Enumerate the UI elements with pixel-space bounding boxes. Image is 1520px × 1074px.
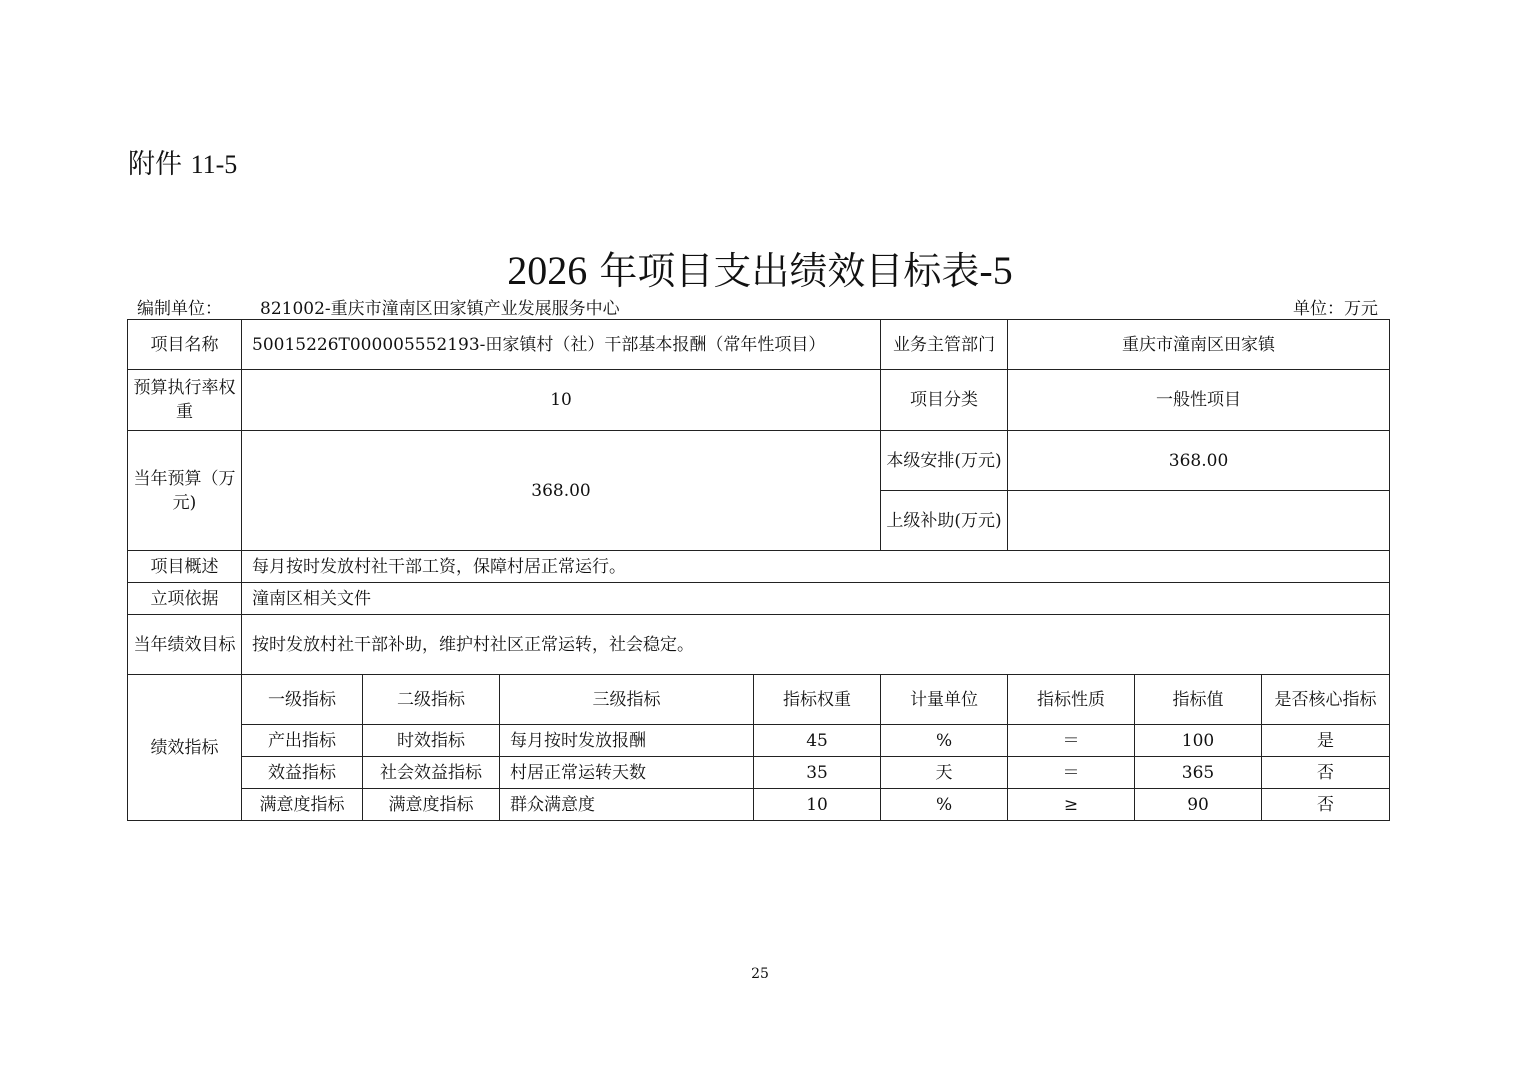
indicator-cell: 45	[754, 725, 881, 757]
indicator-cell: 满意度指标	[363, 789, 500, 821]
table-row	[128, 615, 1390, 675]
indicator-header-row	[128, 675, 1390, 725]
header-cell: 一级指标	[242, 675, 363, 725]
table-row	[128, 583, 1390, 615]
indicators-label: 绩效指标	[128, 675, 242, 821]
overview-value: 每月按时发放村社干部工资，保障村居正常运行。	[242, 551, 1390, 583]
title-suffix: -5	[979, 248, 1013, 293]
performance-table	[127, 319, 1390, 821]
header-cell: 指标性质	[1008, 675, 1135, 725]
indicator-cell: %	[881, 789, 1008, 821]
superior-value	[1008, 491, 1390, 551]
category-value: 一般性项目	[1008, 370, 1390, 431]
compiling-unit	[137, 294, 620, 319]
table-row	[128, 370, 1390, 431]
indicator-cell: 90	[1135, 789, 1262, 821]
superior-label: 上级补助(万元)	[881, 491, 1008, 551]
indicator-row	[128, 789, 1390, 821]
header-cell: 指标权重	[754, 675, 881, 725]
indicator-cell: 100	[1135, 725, 1262, 757]
dept-label: 业务主管部门	[881, 320, 1008, 370]
basis-value: 潼南区相关文件	[242, 583, 1390, 615]
indicator-cell: 每月按时发放报酬	[500, 725, 754, 757]
indicator-cell: ＝	[1008, 725, 1135, 757]
project-name-label: 项目名称	[128, 320, 242, 370]
header-cell: 三级指标	[500, 675, 754, 725]
page-title	[0, 240, 1520, 295]
indicator-cell: %	[881, 725, 1008, 757]
header-cell: 计量单位	[881, 675, 1008, 725]
indicator-cell: 产出指标	[242, 725, 363, 757]
category-label: 项目分类	[881, 370, 1008, 431]
header-cell: 是否核心指标	[1262, 675, 1390, 725]
attachment-label	[128, 142, 237, 181]
overview-label: 项目概述	[128, 551, 242, 583]
table-row	[128, 431, 1390, 491]
indicator-cell: 否	[1262, 757, 1390, 789]
indicator-row	[128, 757, 1390, 789]
budget-label: 当年预算（万元)	[128, 431, 242, 551]
indicator-row	[128, 725, 1390, 757]
table-row	[128, 551, 1390, 583]
indicator-cell: 效益指标	[242, 757, 363, 789]
header-cell: 二级指标	[363, 675, 500, 725]
local-value: 368.00	[1008, 431, 1390, 491]
goal-label: 当年绩效目标	[128, 615, 242, 675]
page-number: 25	[751, 966, 769, 982]
goal-value: 按时发放村社干部补助，维护村社区正常运转，社会稳定。	[242, 615, 1390, 675]
local-label: 本级安排(万元)	[881, 431, 1008, 491]
exec-rate-value: 10	[242, 370, 881, 431]
indicator-cell: 10	[754, 789, 881, 821]
indicator-cell: 35	[754, 757, 881, 789]
indicator-cell: 时效指标	[363, 725, 500, 757]
indicator-cell: 社会效益指标	[363, 757, 500, 789]
indicator-cell: 满意度指标	[242, 789, 363, 821]
attachment-number: 11-5	[190, 150, 238, 179]
title-text: 年项目支出绩效目标表	[599, 249, 980, 293]
budget-value: 368.00	[242, 431, 881, 551]
indicator-cell: ＝	[1008, 757, 1135, 789]
header-cell: 指标值	[1135, 675, 1262, 725]
title-year: 2026	[507, 248, 588, 293]
compiling-unit-label: 编制单位：	[137, 299, 222, 319]
exec-rate-label: 预算执行率权重	[128, 370, 242, 431]
compiling-unit-value: 821002-重庆市潼南区田家镇产业发展服务中心	[260, 299, 620, 319]
indicator-cell: 否	[1262, 789, 1390, 821]
project-name-value: 50015226T000005552193-田家镇村（社）干部基本报酬（常年性项目）	[242, 320, 881, 370]
table-row	[128, 320, 1390, 370]
attachment-prefix: 附件	[128, 149, 182, 180]
indicator-cell: ≥	[1008, 789, 1135, 821]
indicator-cell: 村居正常运转天数	[500, 757, 754, 789]
dept-value: 重庆市潼南区田家镇	[1008, 320, 1390, 370]
indicator-cell: 天	[881, 757, 1008, 789]
indicator-cell: 是	[1262, 725, 1390, 757]
indicator-cell: 365	[1135, 757, 1262, 789]
basis-label: 立项依据	[128, 583, 242, 615]
currency-unit: 单位：万元	[1293, 299, 1378, 319]
indicator-cell: 群众满意度	[500, 789, 754, 821]
